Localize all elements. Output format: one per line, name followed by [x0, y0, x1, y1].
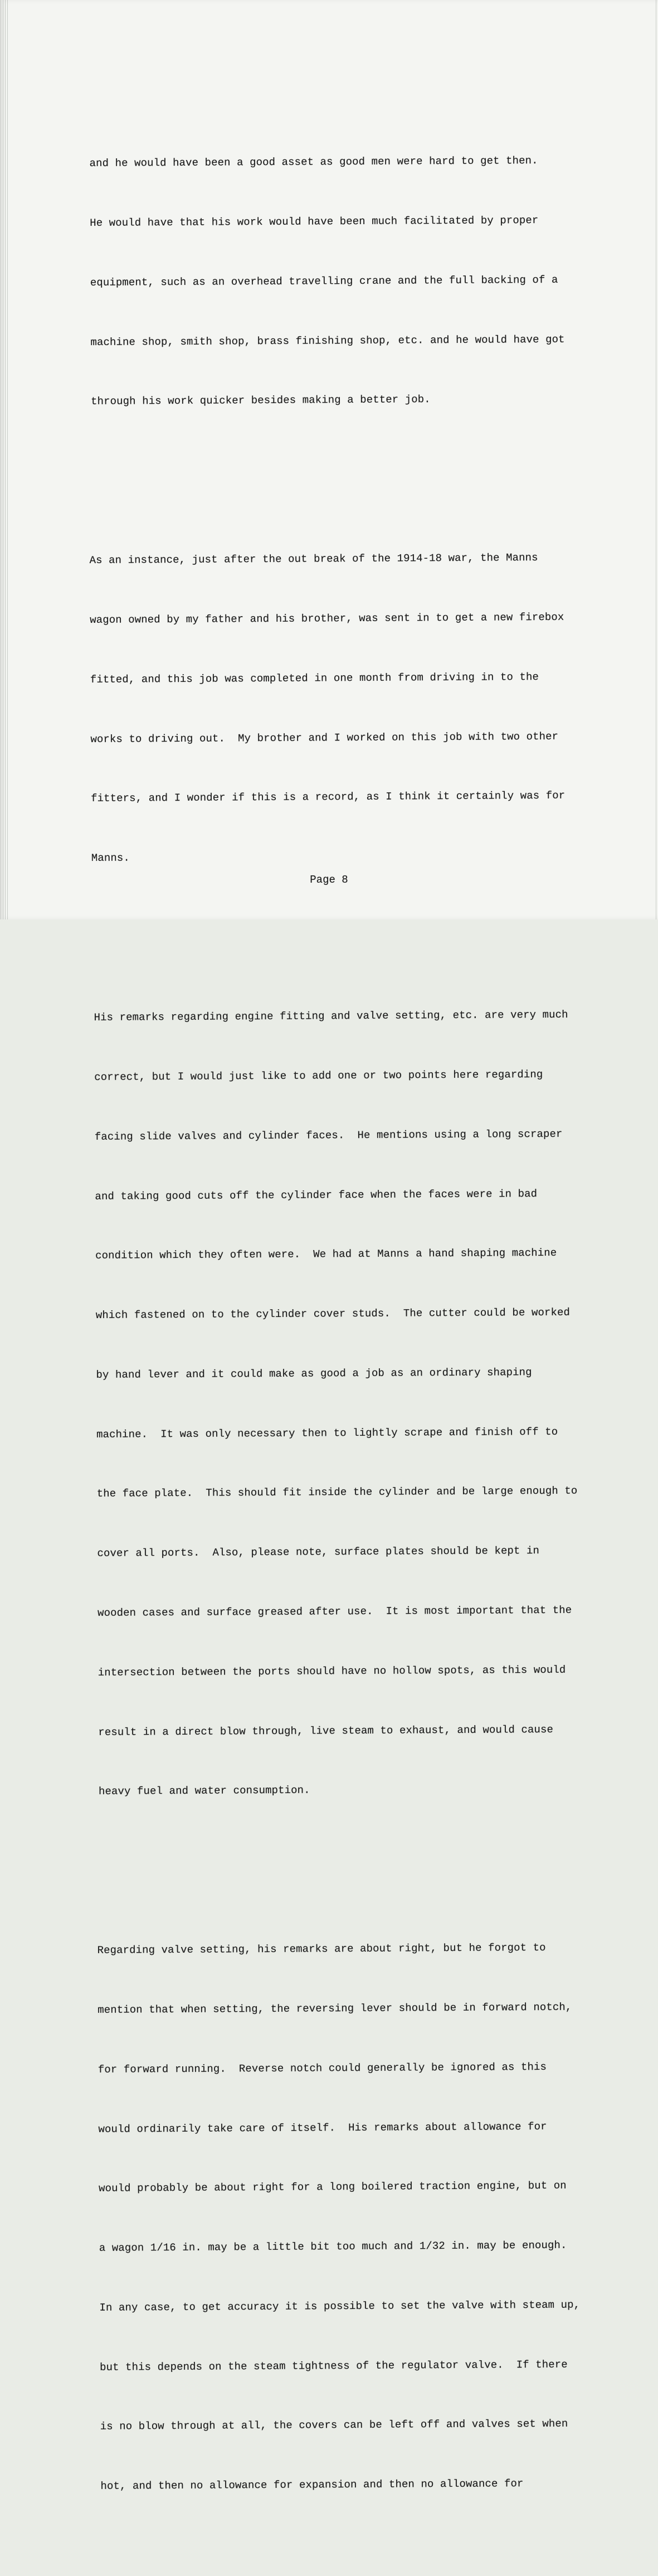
- text-line: for forward running. Reverse notch could generally be ignored as this: [98, 2060, 547, 2076]
- text-line: wooden cases and surface greased after use. It is most important that the: [97, 1604, 572, 1619]
- text-line: He would have that his work would have been much facilitated by proper: [90, 214, 539, 230]
- text-line: correct, but I would just like to add one or two points here regarding: [94, 1068, 543, 1083]
- text-line: mention that when setting, the reversing lever should be in forward notch,: [98, 2001, 572, 2016]
- text-line: would probably be about right for a long boilered traction engine, but on: [99, 2179, 567, 2195]
- body-text: [89, 75, 618, 2576]
- text-line: equipment, such as an overhead travelling crane and the full backing of a: [90, 273, 558, 289]
- text-line: cover all ports. Also, please note, surface plates should be kept in: [97, 1544, 540, 1560]
- text-line: wagon owned by my father and his brother, was sent in to get a new firebox: [90, 611, 564, 627]
- text-line: As an instance, just after the out break of the 1914-18 war, the Manns: [89, 551, 538, 567]
- text-line: the face plate. This should fit inside the cylinder and be large enough to: [96, 1484, 578, 1500]
- text-line: His remarks regarding engine fitting and valve setting, etc. are very much: [94, 1008, 568, 1024]
- text-line: machine shop, smith shop, brass finishing shop, etc. and he would have got: [90, 333, 565, 348]
- text-line: fitters, and I wonder if this is a record, as I think it certainly was for: [91, 790, 566, 805]
- text-line: facing slide valves and cylinder faces. He mentions using a long scraper: [94, 1127, 563, 1143]
- text-line: heavy fuel and water consumption.: [98, 1784, 310, 1798]
- text-line: but this depends on the steam tightness of the regulator valve. If there: [100, 2358, 568, 2374]
- text-line: Manns.: [91, 852, 130, 865]
- text-line: which fastened on to the cylinder cover studs. The cutter could be worked: [95, 1306, 570, 1321]
- text-line: condition which they often were. We had at Manns a hand shaping machine: [95, 1246, 557, 1262]
- text-line: fitted, and this job was completed in one month from driving in to the: [90, 671, 539, 686]
- text-line: a wagon 1/16 in. may be a little bit too much and 1/32 in. may be enough.: [99, 2239, 567, 2254]
- text-line: is no blow through at all, the covers can be left off and valves set when: [100, 2418, 568, 2433]
- text-line: machine. It was only necessary then to lightly scrape and finish off to: [96, 1425, 558, 1441]
- page-edge: [5, 0, 6, 919]
- text-line: In any case, to get accuracy it is possible to set the valve with steam up,: [99, 2298, 581, 2314]
- page-number: Page 8: [310, 874, 348, 886]
- text-line: result in a direct blow through, live steam to exhaust, and would cause: [98, 1723, 554, 1739]
- text-line: and he would have been a good asset as good men were hard to get then.: [89, 154, 538, 170]
- paragraph-1: [89, 111, 621, 452]
- text-line: Regarding valve setting, his remarks are about right, but he forgot to: [97, 1941, 546, 1957]
- text-line: by hand lever and it could make as good a job as an ordinary shaping: [96, 1366, 532, 1381]
- text-line: works to driving out. My brother and I worked on this job with two other: [90, 730, 559, 745]
- text-line: intersection between the ports should have no hollow spots, as this would: [98, 1663, 566, 1679]
- paragraph-2: [89, 509, 621, 909]
- paragraph-3: [89, 965, 624, 1842]
- text-line: would ordinarily take care of itself. His remarks about allowance for: [98, 2120, 547, 2136]
- text-line: and taking good cuts off the cylinder face when the faces were in bad: [95, 1187, 538, 1203]
- page-edge: [7, 0, 8, 919]
- text-line: hot, and then no allowance for expansion and then no allowance for: [100, 2477, 524, 2492]
- paragraph-4: [89, 1898, 622, 2536]
- text-line: through his work quicker besides making a better job.: [91, 393, 431, 408]
